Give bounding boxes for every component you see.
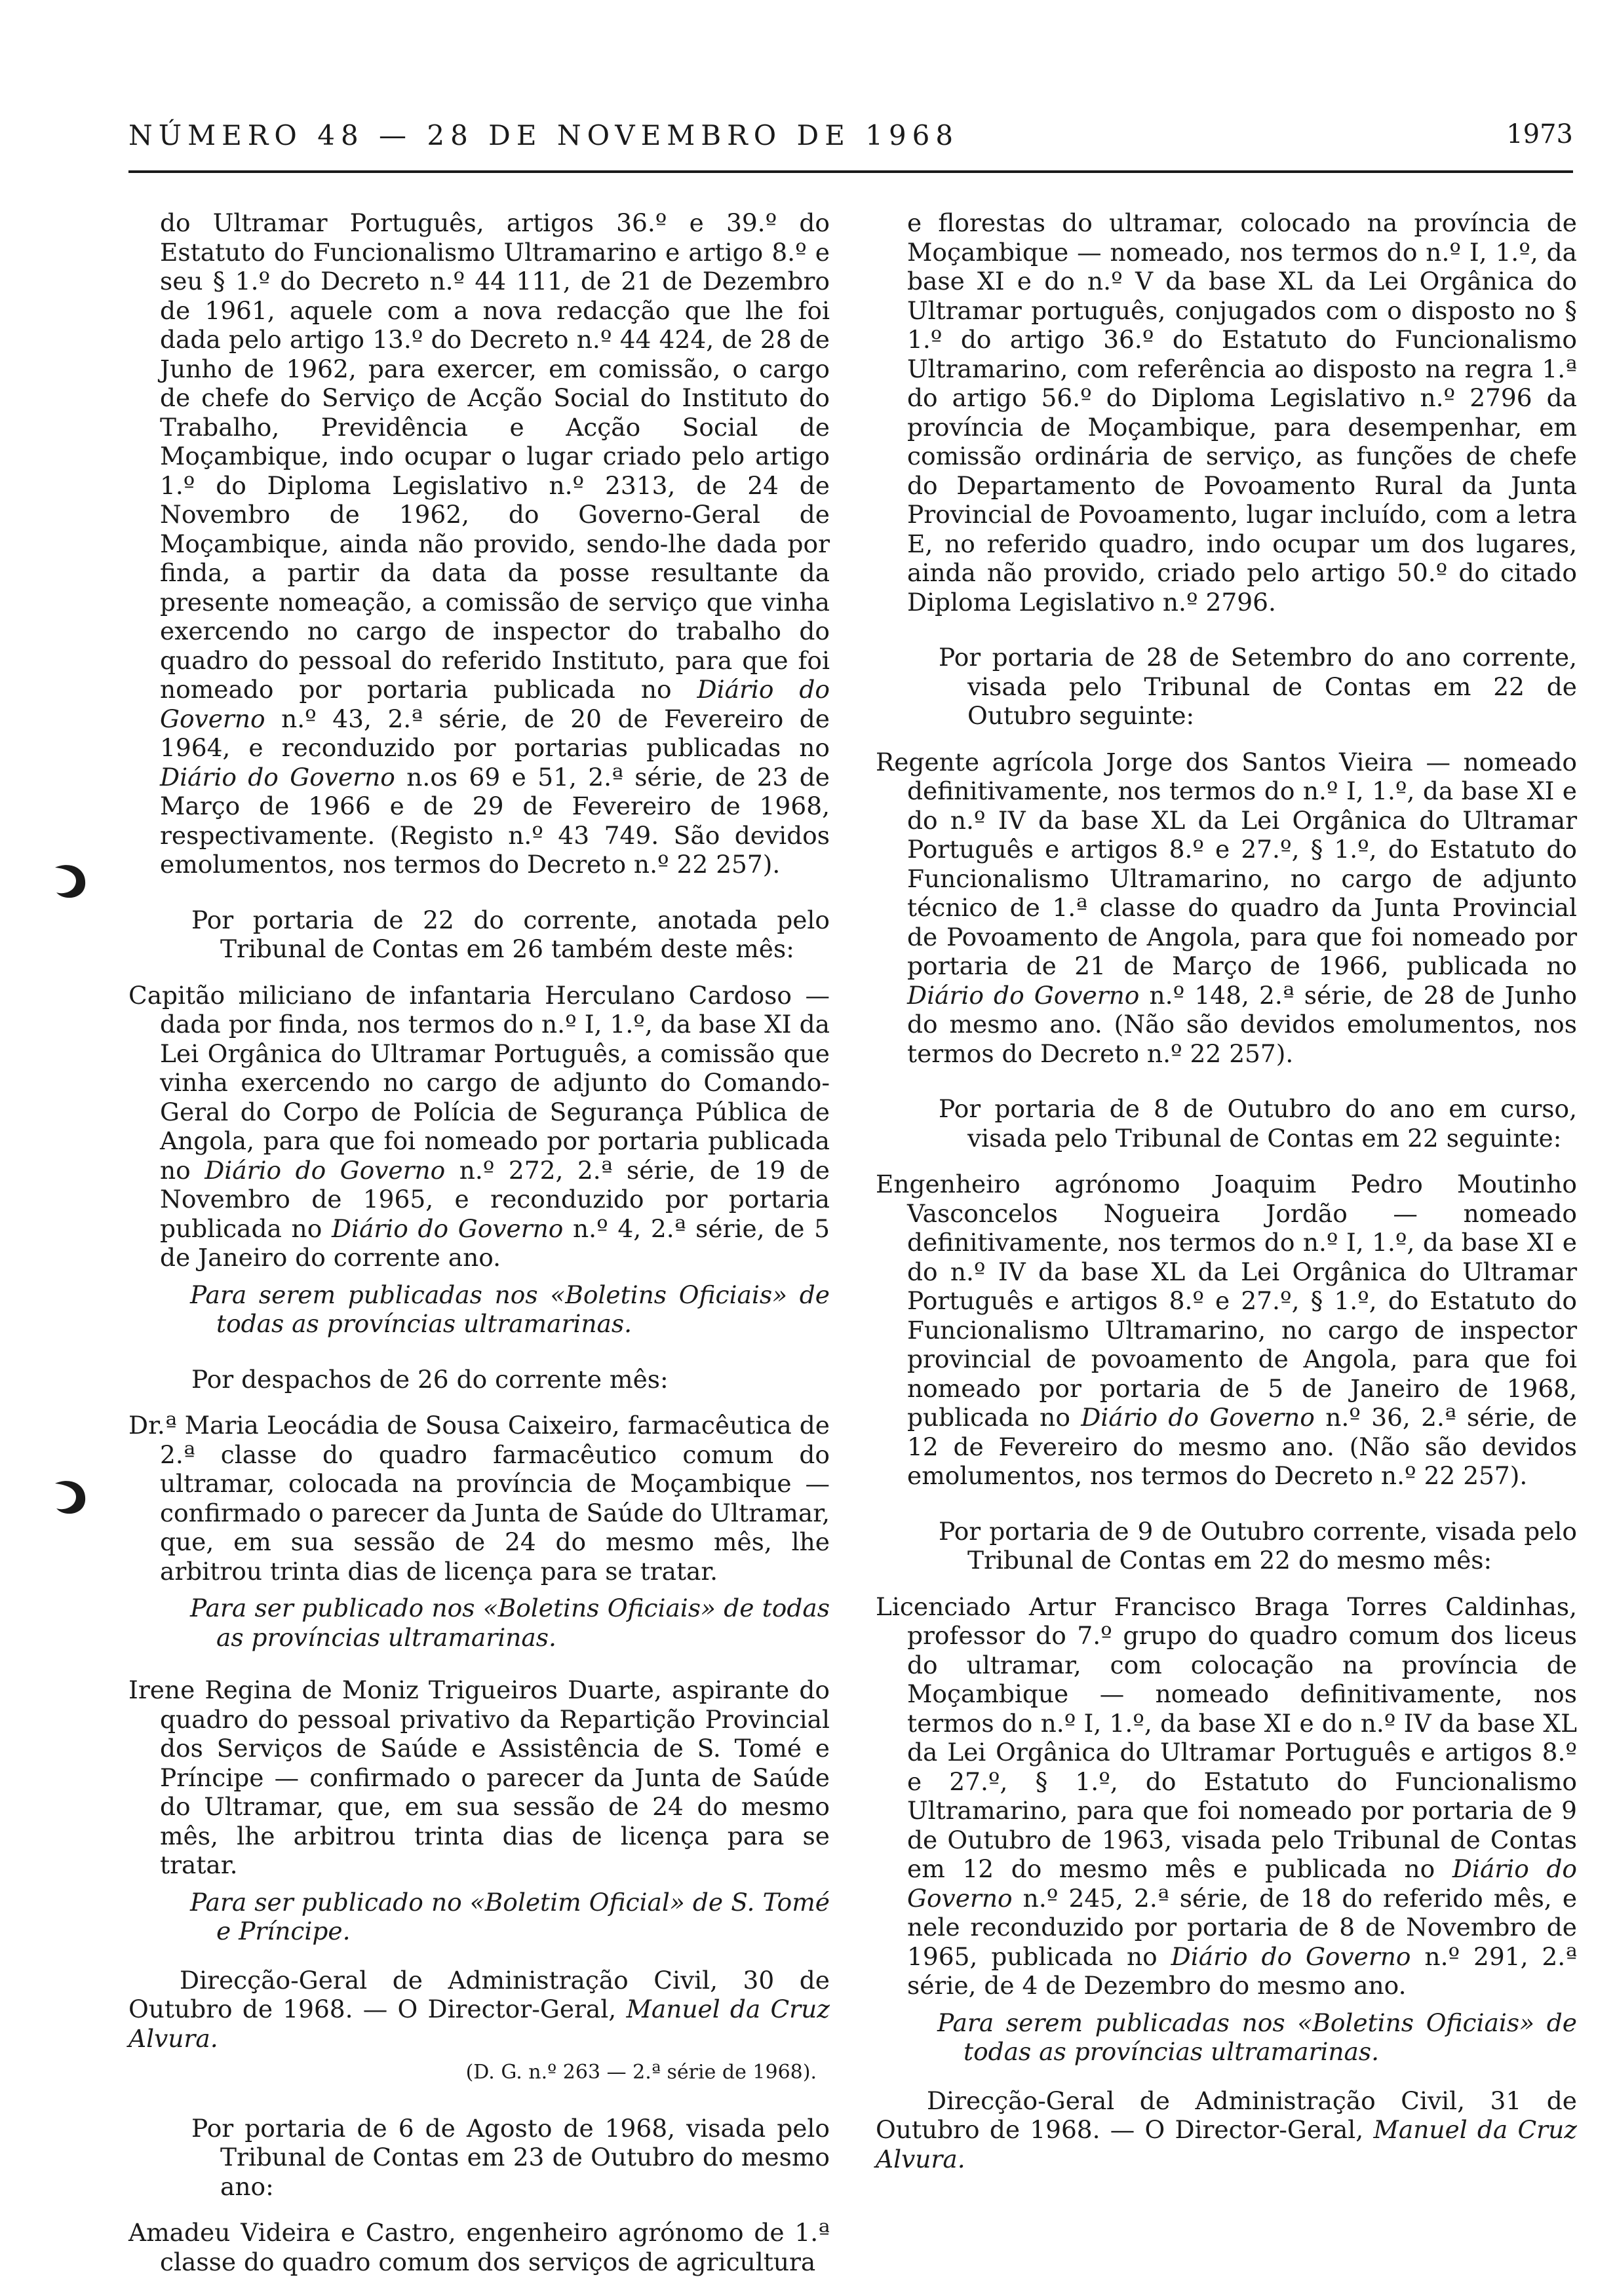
paragraph: Capitão miliciano de infantaria Herculano Cardoso — dada por finda, nos termos do n.º I, 1.º, da base XI da Lei Orgânica do Ultramar Português, a comissão que vinha exercendo no cargo de adjunto do Comando-Geral do Corpo de Polícia de Segurança Pública de Angola, para que foi nomeado por portaria publicada no Diário do Governo n.º 272, 2.ª série, de 19 de Novembro de 1965, e reconduzido por portaria publicada no Diário do Governo n.º 4, 2.ª série, de 5 de Janeiro do corrente ano. [128, 980, 830, 1272]
issue-title: NÚMERO 48 — 28 DE NOVEMBRO DE 1968 [128, 119, 960, 151]
section-heading: Por portaria de 8 de Outubro do ano em curso, visada pelo Tribunal de Contas em 22 seguinte: [939, 1094, 1577, 1153]
section-heading: Por portaria de 6 de Agosto de 1968, visada pelo Tribunal de Contas em 23 de Outubro do mesmo ano: [191, 2113, 830, 2201]
paragraph: Amadeu Videira e Castro, engenheiro agrónomo de 1.ª classe do quadro comum dos serviços de agricultura [128, 2218, 830, 2276]
closing-signature: Direcção-Geral de Administração Civil, 31 de Outubro de 1968. — O Director-Geral, Manuel da Cruz Alvura. [876, 2086, 1578, 2173]
right-column [876, 208, 1577, 2173]
binding-hole-mark-icon [50, 1474, 92, 1520]
paragraph: Engenheiro agrónomo Joaquim Pedro Moutinho Vasconcelos Nogueira Jordão — nomeado definitivamente, nos termos do n.º I, 1.º, da base XI e do n.º IV da base XL da Lei Orgânica do Ultramar Português e artigos 8.º e 27.º, § 1.º, do Estatuto do Funcionalismo Ultramarino, no cargo de inspector provincial de povoamento de Angola, para que foi nomeado por portaria de 5 de Janeiro de 1968, publicada no Diário do Governo n.º 36, 2.ª série, de 12 de Fevereiro do mesmo ano. (Não são devidos emolumentos, nos termos do Decreto n.º 22 257). [876, 1170, 1578, 1490]
paragraph: do Ultramar Português, artigos 36.º e 39.º do Estatuto do Funcionalismo Ultramarino e artigo 8.º e seu § 1.º do Decreto n.º 44 111, de 21 de Dezembro de 1961, aquele com a nova redacção que lhe foi dada pelo artigo 13.º do Decreto n.º 44 424, de 28 de Junho de 1962, para exercer, em comissão, o cargo de chefe do Serviço de Acção Social do Instituto do Trabalho, Previdência e Acção Social de Moçambique, indo ocupar o lugar criado pelo artigo 1.º do Diploma Legislativo n.º 2313, de 24 de Novembro de 1962, do Governo-Geral de Moçambique, ainda não provido, sendo-lhe dada por finda, a partir da data da posse resultante da presente nomeação, a comissão de serviço que vinha exercendo no cargo de inspector do trabalho do quadro do pessoal do referido Instituto, para que foi nomeado por portaria publicada no Diário do Governo n.º 43, 2.ª série, de 20 de Fevereiro de 1964, e reconduzido por portarias publicadas no Diário do Governo n.os 69 e 51, 2.ª série, de 23 de Março de 1966 e de 29 de Fevereiro de 1968, respectivamente. (Registo n.º 43 749. São devidos emolumentos, nos termos do Decreto n.º 22 257). [160, 208, 830, 879]
paragraph: Licenciado Artur Francisco Braga Torres Caldinhas, professor do 7.º grupo do quadro comum dos liceus do ultramar, com colocação na província de Moçambique — nomeado definitivamente, nos termos do n.º I, 1.º, da base XI e do n.º IV da base XL da Lei Orgânica do Ultramar Português e artigos 8.º e 27.º, § 1.º, do Estatuto do Funcionalismo Ultramarino, para que foi nomeado por portaria de 9 de Outubro de 1963, visada pelo Tribunal de Contas em 12 do mesmo mês e publicada no Diário do Governo n.º 245, 2.ª série, de 18 do referido mês, e nele reconduzido por portaria de 8 de Novembro de 1965, publicada no Diário do Governo n.º 291, 2.ª série, de 4 de Dezembro do mesmo ano. [876, 1592, 1578, 2000]
paragraph: e florestas do ultramar, colocado na província de Moçambique — nomeado, nos termos do n.º I, 1.º, da base XI e do n.º V da base XL da Lei Orgânica do Ultramar português, conjugados com o disposto no § 1.º do artigo 36.º do Estatuto do Funcionalismo Ultramarino, com referência ao disposto na regra 1.ª do artigo 56.º do Diploma Legislativo n.º 2796 da província de Moçambique, para desempenhar, em comissão ordinária de serviço, as funções de chefe do Departamento de Povoamento Rural da Junta Provincial de Povoamento, lugar incluído, com a letra E, no referido quadro, indo ocupar um dos lugares, ainda não provido, criado pelo artigo 50.º do citado Diploma Legislativo n.º 2796. [907, 208, 1577, 617]
gazette-reference: (D. G. n.º 263 — 2.ª série de 1968). [465, 2061, 817, 2084]
section-heading: Por portaria de 22 do corrente, anotada pelo Tribunal de Contas em 26 também deste mês: [191, 905, 830, 963]
section-heading: Por portaria de 9 de Outubro corrente, visada pelo Tribunal de Contas em 22 do mesmo mês: [939, 1516, 1577, 1575]
publication-note: Para serem publicadas nos «Boletins Oficiais» de todas as províncias ultramarinas. [190, 1280, 830, 1338]
header-rule [128, 170, 1573, 173]
publication-note: Para ser publicado no «Boletim Oficial» de S. Tomé e Príncipe. [190, 1887, 830, 1945]
publication-note: Para serem publicadas nos «Boletins Oficiais» de todas as províncias ultramarinas. [937, 2008, 1577, 2066]
paragraph: Irene Regina de Moniz Trigueiros Duarte, aspirante do quadro do pessoal privativo da Repartição Provincial dos Serviços de Saúde e Assistência de S. Tomé e Príncipe — confirmado o parecer da Junta de Saúde do Ultramar, que, em sua sessão de 24 do mesmo mês, lhe arbitrou trinta dias de licença para se tratar. [128, 1675, 830, 1879]
binding-hole-mark-icon [50, 858, 92, 904]
section-heading: Por portaria de 28 de Setembro do ano corrente, visada pelo Tribunal de Contas em 22 de Outubro seguinte: [939, 643, 1577, 730]
paragraph: Dr.ª Maria Leocádia de Sousa Caixeiro, farmacêutica de 2.ª classe do quadro farmacêutico comum do ultramar, colocada na província de Moçambique — confirmado o parecer da Junta de Saúde do Ultramar, que, em sua sessão de 24 do mesmo mês, lhe arbitrou trinta dias de licença para se tratar. [128, 1411, 830, 1586]
publication-note: Para ser publicado nos «Boletins Oficiais» de todas as províncias ultramarinas. [190, 1594, 830, 1652]
section-heading: Por despachos de 26 do corrente mês: [191, 1364, 669, 1394]
page-number: 1973 [1506, 119, 1573, 149]
left-column [128, 208, 830, 2276]
paragraph: Regente agrícola Jorge dos Santos Vieira — nomeado definitivamente, nos termos do n.º I, 1.º, da base XI e do n.º IV da base XL da Lei Orgânica do Ultramar Português e artigos 8.º e 27.º, § 1.º, do Estatuto do Funcionalismo Ultramarino, no cargo de adjunto técnico de 1.ª classe do quadro da Junta Provincial de Povoamento de Angola, para que foi nomeado por portaria de 21 de Março de 1966, publicada no Diário do Governo n.º 148, 2.ª série, de 28 de Junho do mesmo ano. (Não são devidos emolumentos, nos termos do Decreto n.º 22 257). [876, 747, 1577, 1068]
closing-signature: Direcção-Geral de Administração Civil, 30 de Outubro de 1968. — O Director-Geral, Manuel da Cruz Alvura. [128, 1965, 830, 2053]
